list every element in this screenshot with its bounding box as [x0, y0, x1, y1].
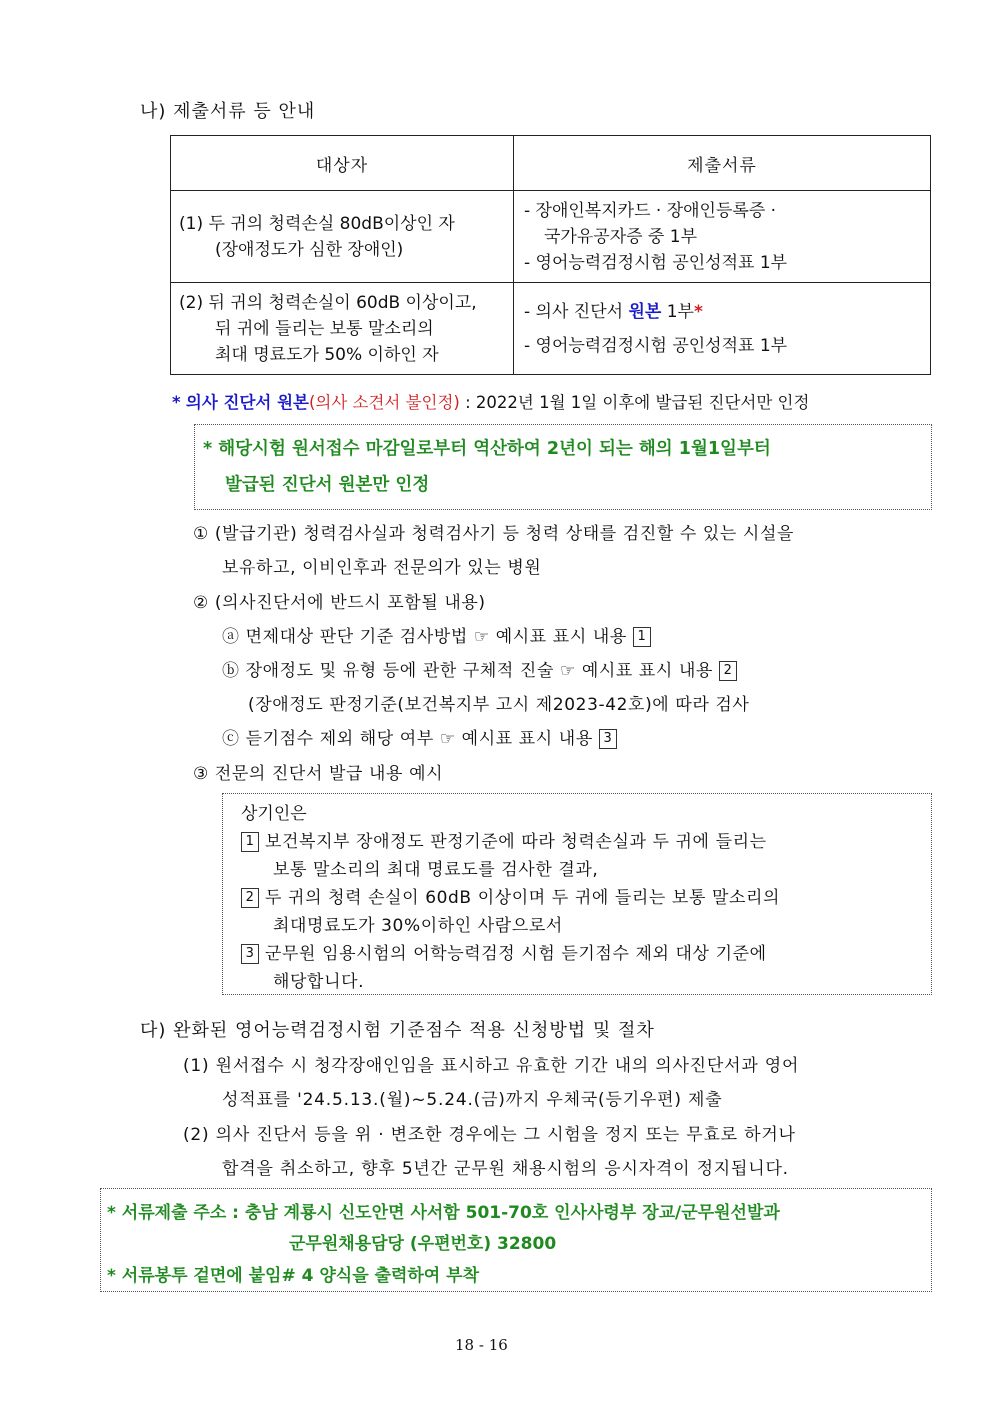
- row2-target-line: 뒤 귀에 들리는 보통 말소리의: [215, 318, 434, 339]
- row2-target-line: (2) 뒤 귀의 청력손실이 60dB 이상이고,: [179, 292, 477, 313]
- section-heading-b: 나) 제출서류 등 안내: [140, 101, 316, 122]
- row1-doc-line: - 영어능력검정시험 공인성적표 1부: [524, 252, 788, 273]
- square-number-1: 1: [633, 627, 651, 647]
- item-c: [222, 724, 617, 749]
- example-line-2-text: 두 귀의 청력 손실이 60dB 이상이며 두 귀에 들리는 보통 말소리의: [265, 888, 781, 908]
- green-notice-line2: 발급된 진단서 원본만 인정: [225, 475, 430, 495]
- section-c-p1-line2: 성적표를 '24.5.13.(월)~5.24.(금)까지 우체국(등기우편) 제출: [222, 1090, 723, 1110]
- green-notice-box: [194, 424, 932, 510]
- green-notice-line1: * 해당시험 원서접수 마감일로부터 역산하여 2년이 되는 해의 1월1일부터: [203, 439, 771, 459]
- item-a: [222, 622, 651, 647]
- item-2: ② (의사진단서에 반드시 포함될 내용): [193, 593, 486, 613]
- item-b-text: ⓑ 장애정도 및 유형 등에 관한 구체적 진술 ☞ 예시표 표시 내용: [222, 661, 713, 681]
- address-line-2: 군무원채용담당 (우편번호) 32800: [289, 1234, 557, 1254]
- address-line-1: * 서류제출 주소 : 충남 계룡시 신도안면 사서함 501-70호 인사사령부 장교/군무원선발과: [107, 1203, 780, 1223]
- address-line-3: * 서류봉투 겉면에 붙임# 4 양식을 출력하여 부착: [107, 1266, 479, 1286]
- table-row: [171, 191, 931, 283]
- documents-table: [170, 135, 931, 375]
- note-bold: 의사 진단서 원본: [185, 393, 309, 412]
- row2-doc1: [524, 295, 920, 329]
- doc1-original: 원본: [628, 301, 662, 322]
- note-medical-original: [172, 389, 809, 413]
- row1-docs: [514, 191, 931, 283]
- example-line-3b: 해당합니다.: [273, 972, 365, 992]
- row1-target-line: (1) 두 귀의 청력손실 80dB이상인 자: [179, 213, 455, 234]
- item-a-text: ⓐ 면제대상 판단 기준 검사방법 ☞ 예시표 표시 내용: [222, 627, 627, 647]
- example-line-1: [241, 827, 767, 852]
- section-c-p2-line1: (2) 의사 진단서 등을 위 · 변조한 경우에는 그 시험을 정지 또는 무효로 하거나: [183, 1125, 796, 1145]
- table-row: [171, 283, 931, 375]
- square-number-3: 3: [599, 729, 617, 749]
- doc1-prefix: - 의사 진단서: [524, 301, 629, 322]
- section-heading-c: 다) 완화된 영어능력검정시험 기준점수 적용 신청방법 및 절차: [140, 1020, 655, 1041]
- row1-target: [171, 191, 514, 283]
- row2-target: [171, 283, 514, 375]
- item-b-sub: (장애정도 판정기준(보건복지부 고시 제2023-42호)에 따라 검사: [248, 695, 750, 715]
- item-c-text: ⓒ 듣기점수 제외 해당 여부 ☞ 예시표 표시 내용: [222, 729, 593, 749]
- item-3: ③ 전문의 진단서 발급 내용 예시: [193, 764, 444, 784]
- square-number-3: 3: [241, 944, 259, 964]
- example-title: 상기인은: [241, 804, 307, 824]
- item-1-line1: ① (발급기관) 청력검사실과 청력검사기 등 청력 상태를 검진할 수 있는 시설을: [193, 524, 795, 544]
- example-line-1-text: 보건복지부 장애정도 판정기준에 따라 청력손실과 두 귀에 들리는: [265, 832, 767, 852]
- example-line-2b: 최대명료도가 30%이하인 사람으로서: [273, 916, 563, 936]
- square-number-2: 2: [241, 888, 259, 908]
- row1-doc-line: 국가유공자증 중 1부: [544, 226, 697, 247]
- item-b: [222, 656, 737, 681]
- item-1-line2: 보유하고, 이비인후과 전문의가 있는 병원: [222, 558, 542, 578]
- note-rest: : 2022년 1월 1일 이후에 발급된 진단서만 인정: [459, 393, 810, 412]
- section-c-p2-line2: 합격을 취소하고, 향후 5년간 군무원 채용시험의 응시자격이 정지됩니다.: [222, 1159, 789, 1179]
- doc1-suffix: 1부: [661, 301, 694, 322]
- example-line-3: [241, 939, 767, 964]
- row2-doc2: - 영어능력검정시험 공인성적표 1부: [524, 335, 788, 356]
- square-number-2: 2: [719, 661, 737, 681]
- row2-docs: [514, 283, 931, 375]
- example-box: [222, 793, 932, 995]
- example-line-3-text: 군무원 임용시험의 어학능력검정 시험 듣기점수 제외 대상 기준에: [265, 944, 767, 964]
- table-header-target: 대상자: [171, 136, 514, 191]
- table-header-docs: 제출서류: [514, 136, 931, 191]
- note-paren: (의사 소견서 불인정): [308, 393, 460, 412]
- doc1-star: *: [693, 301, 703, 322]
- note-star: *: [172, 393, 181, 412]
- square-number-1: 1: [241, 832, 259, 852]
- example-line-2: [241, 883, 780, 908]
- example-line-1b: 보통 말소리의 최대 명료도를 검사한 결과,: [273, 860, 599, 880]
- section-c-p1-line1: (1) 원서접수 시 청각장애인임을 표시하고 유효한 기간 내의 의사진단서과 영어: [183, 1056, 800, 1076]
- page-number: 18 - 16: [455, 1336, 508, 1354]
- row1-doc-line: - 장애인복지카드 · 장애인등록증 ·: [524, 200, 777, 221]
- row1-target-line: (장애정도가 심한 장애인): [215, 239, 404, 260]
- address-box: [100, 1188, 932, 1292]
- row2-target-line: 최대 명료도가 50% 이하인 자: [215, 344, 439, 365]
